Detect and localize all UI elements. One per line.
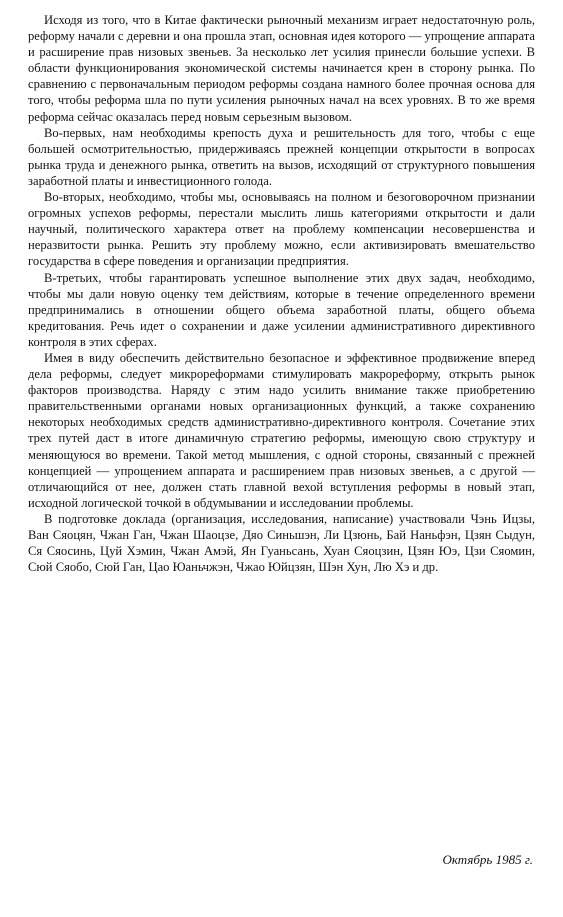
paragraph-first-point: Во-первых, нам необходимы крепость духа и решительность для того, чтобы с еще большей осмотрительностью, придерживаясь прежней концепции открытости в вопросах рынка труда и денежного рынка, ответить на вызов, исходящий от структурного повышения заработной платы и инвестиционного голода. <box>28 125 535 188</box>
paragraph-intro: Исходя из того, что в Китае фактически рыночный механизм играет недостаточную роль, реформу начали с деревни и она прошла этап, основная идея которого — упрощение аппарата и расширение прав низовых звеньев. За несколько лет усилия принесли большие успехи. В области функционирования экономической системы начинается крен в сторону рынка. По сравнению с первоначальным периодом реформы создана намного более прочная основа для того, чтобы реформа шла по пути усиления рыночных начал на всех уровнях. В то же время реформа сейчас оказалась перед новым серьезным вызовом. <box>28 13 535 124</box>
paragraph-contributors: В подготовке доклада (организация, исследования, написание) участвовали Чэнь Ицзы, Ван Сяоцян, Чжан Ган, Чжан Шаоцзе, Дяо Синьшэн, Ли Цзюнь, Бай Наньфэн, Цзян Сыдун, Ся Сяосинь, Цуй Хэмин, Чжан Амэй, Ян Гуаньсань, Хуан Сяоцзин, Цзян Юэ, Цзи Сяомин, Сюй Сяобо, Сюй Ган, Цао Юаньчжэн, Чжао Юйцзян, Шэн Хун, Лю Хэ и др. <box>28 511 535 575</box>
date-signature: Октябрь 1985 г. <box>442 852 533 867</box>
paragraph-second-point: Во-вторых, необходимо, чтобы мы, основываясь на полном и безоговорочном признании огромных успехов реформы, перестали мыслить лишь категориями открытости и дали научный, политического характера ответ на проблему компенсации несовершенства и неразвитости рынка. Решить эту проблему можно, если активизировать вмешательство государства в сфере поведения и организации предприятия. <box>28 190 535 269</box>
paragraph-strategy: Имея в виду обеспечить действительно безопасное и эффективное продвижение вперед дела реформы, следует микрореформами стимулировать макрореформу, открыть рынок факторов производства. Наряду с этим надо усилить внимание также приобретению правительственными органами новых организационных функций, а также сохранению некоторых необходимых средств административно-директивного контроля. Сочетание этих трех путей даст в итоге динамичную стратегию реформы, имеющую свою структуру и меняющуюся во времени. Такой метод мышления, с одной стороны, связанный с прежней концепцией — упрощением аппарата и расширением прав низовых звеньев, а с другой — отличающийся от нее, должен стать главной вехой вступления реформы в новый этап, исходной логической точкой в обдумывании и исследовании проблемы. <box>28 350 535 510</box>
document-body <box>28 12 535 575</box>
paragraph-third-point: В-третьих, чтобы гарантировать успешное выполнение этих двух задач, необходимо, чтобы мы дали новую оценку тем действиям, которые в течение определенного времени предпринимались в отношении общего объема заработной платы, общего объема кредитования. Речь идет о сохранении и даже усилении административного директивного контроля в этих сферах. <box>28 270 535 349</box>
